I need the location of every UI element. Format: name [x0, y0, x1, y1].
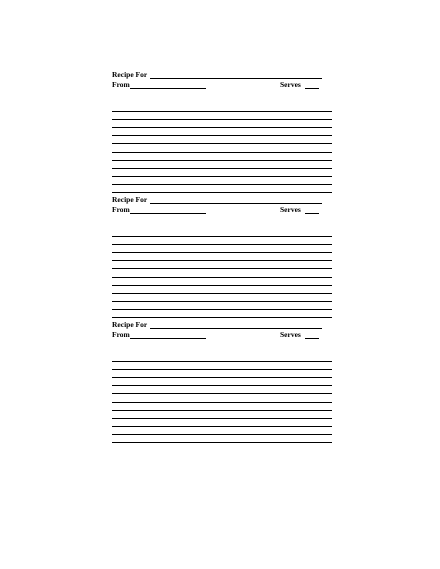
serves-label: Serves — [280, 80, 301, 89]
serves-blank — [305, 338, 319, 339]
writing-line — [112, 185, 332, 193]
writing-line — [112, 370, 332, 378]
recipe-for-row — [112, 195, 332, 205]
writing-line — [112, 112, 332, 120]
writing-line — [112, 354, 332, 362]
recipe-for-label: Recipe For — [112, 70, 148, 79]
writing-lines — [112, 104, 332, 193]
writing-lines — [112, 354, 332, 443]
writing-line — [112, 286, 332, 294]
writing-line — [112, 177, 332, 185]
from-label: From — [112, 330, 130, 339]
writing-line — [112, 245, 332, 253]
writing-line — [112, 386, 332, 394]
from-row — [112, 330, 332, 340]
writing-line — [112, 427, 332, 435]
writing-line — [112, 302, 332, 310]
writing-line — [112, 153, 332, 161]
recipe-for-label: Recipe For — [112, 195, 148, 204]
writing-line — [112, 161, 332, 169]
writing-line — [112, 261, 332, 269]
serves-blank — [305, 213, 319, 214]
recipe-card — [112, 70, 332, 90]
from-row — [112, 205, 332, 215]
writing-line — [112, 403, 332, 411]
from-label: From — [112, 205, 130, 214]
recipe-for-blank — [150, 203, 322, 204]
serves-label: Serves — [280, 330, 301, 339]
writing-line — [112, 378, 332, 386]
writing-line — [112, 136, 332, 144]
writing-line — [112, 269, 332, 277]
from-blank — [130, 88, 206, 89]
writing-line — [112, 394, 332, 402]
writing-line — [112, 362, 332, 370]
writing-line — [112, 310, 332, 318]
recipe-for-label: Recipe For — [112, 320, 148, 329]
from-blank — [130, 213, 206, 214]
writing-line — [112, 278, 332, 286]
writing-line — [112, 253, 332, 261]
writing-line — [112, 435, 332, 443]
writing-line — [112, 144, 332, 152]
recipe-card — [112, 195, 332, 215]
from-blank — [130, 338, 206, 339]
writing-lines — [112, 229, 332, 318]
recipe-for-blank — [150, 78, 322, 79]
from-row — [112, 80, 332, 90]
writing-line — [112, 120, 332, 128]
serves-label: Serves — [280, 205, 301, 214]
writing-line — [112, 294, 332, 302]
writing-line — [112, 128, 332, 136]
recipe-for-row — [112, 320, 332, 330]
writing-line — [112, 229, 332, 237]
recipe-for-row — [112, 70, 332, 80]
writing-line — [112, 169, 332, 177]
from-label: From — [112, 80, 130, 89]
writing-line — [112, 104, 332, 112]
writing-line — [112, 237, 332, 245]
writing-line — [112, 411, 332, 419]
recipe-card — [112, 320, 332, 340]
recipe-for-blank — [150, 328, 322, 329]
serves-blank — [305, 88, 319, 89]
writing-line — [112, 419, 332, 427]
